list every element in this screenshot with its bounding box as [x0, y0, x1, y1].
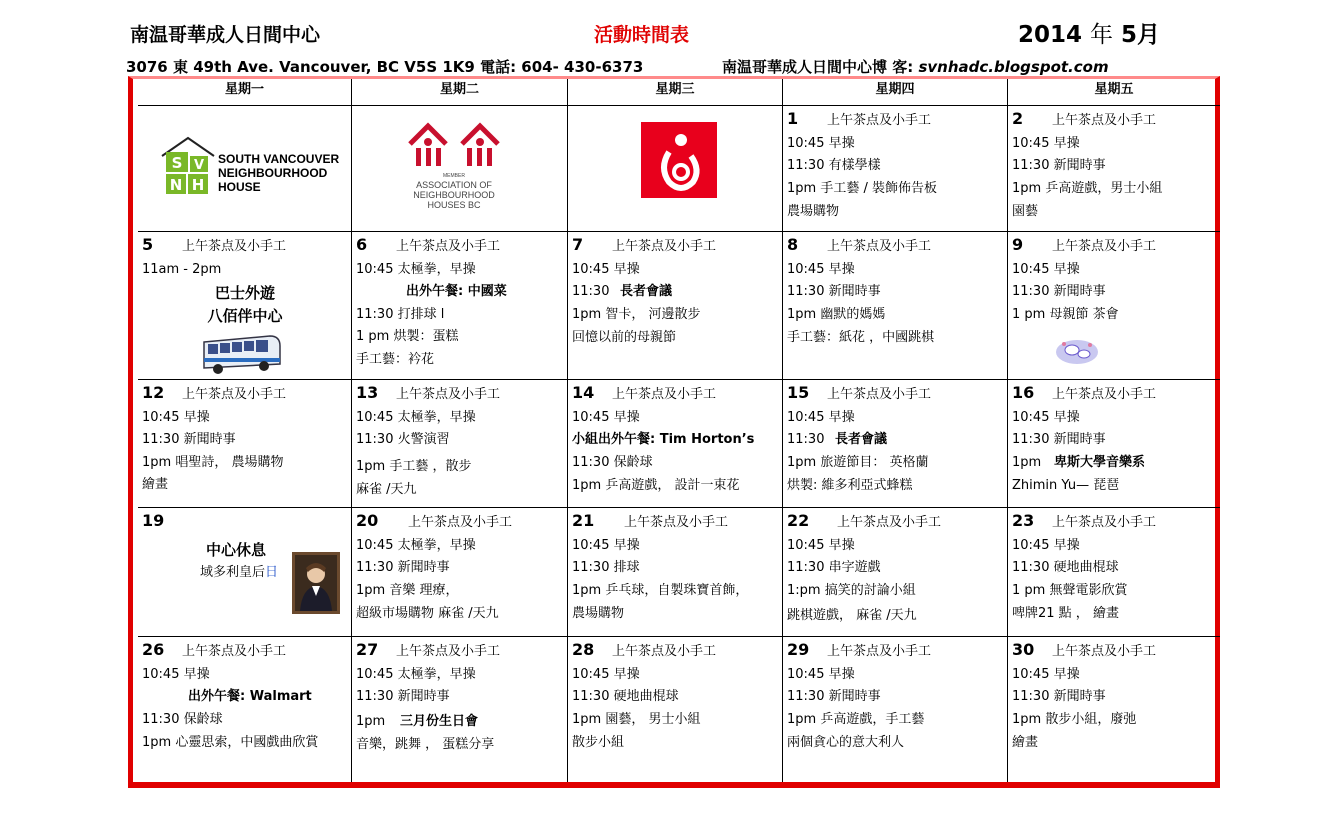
- activity-line: 10:45 早操: [572, 262, 640, 277]
- activity-line: 1pm 唱聖詩， 農場購物: [142, 455, 284, 470]
- day-cell-20: [352, 508, 568, 637]
- day-cell-16: [1008, 380, 1220, 508]
- day-title: 上午茶点及小手工: [837, 515, 942, 530]
- day-number: 26: [142, 640, 165, 659]
- day-number: 8: [787, 235, 799, 254]
- activity-line: 手工藝：衿花: [356, 352, 435, 367]
- day-cell-30: [1008, 637, 1220, 782]
- anh-logo-line3: HOUSES BC: [427, 200, 481, 210]
- logo-cell-anh: [352, 106, 568, 232]
- day-number: 7: [572, 235, 584, 254]
- svnh-logo-line2: NEIGHBOURHOOD: [218, 166, 328, 180]
- activity-line: 11:30 有樣學樣: [787, 158, 881, 173]
- activity-line: 10:45 早操: [787, 262, 855, 277]
- activity-line: 1pm 手工藝 / 裝飾佈告板: [787, 181, 937, 196]
- logo-cell-svnh: [138, 106, 352, 232]
- activity-line: 11:30 硬地曲棍球: [1012, 560, 1119, 575]
- activity-line: Zhimin Yu— 琵琶: [1012, 478, 1120, 493]
- day-title: 上午茶点及小手工: [396, 644, 501, 659]
- weekday-wed: 星期三: [568, 79, 783, 106]
- holiday-name-main: 域多利皇后: [200, 565, 266, 580]
- blog-url[interactable]: svnhadc.blogspot.com: [918, 58, 1109, 76]
- day-title: 上午茶点及小手工: [827, 644, 932, 659]
- svnh-logo-line3: HOUSE: [218, 180, 261, 194]
- svnh-logo-line1: SOUTH VANCOUVER: [218, 152, 340, 166]
- day-cell-1: [783, 106, 1008, 232]
- activity-line: 園藝: [1012, 204, 1039, 219]
- day-number: 21: [572, 511, 595, 530]
- day-number: 15: [787, 383, 810, 402]
- activity-line: 繪畫: [1012, 735, 1039, 750]
- weekday-fri: 星期五: [1008, 79, 1220, 106]
- activity-line: 11:30 新聞時事: [1012, 158, 1106, 173]
- activity-line: 1pm 乒高遊戲，男士小組: [1012, 181, 1163, 196]
- activity-line: 10:45 太極拳，早操: [356, 667, 476, 682]
- holiday-name: [200, 562, 278, 585]
- activity-line: 麻雀 /天九: [356, 482, 417, 497]
- day-title: 上午茶点及小手工: [1052, 515, 1157, 530]
- activity-line: 1pm 乒高遊戲， 設計一束花: [572, 478, 740, 493]
- anh-logo: [404, 122, 514, 222]
- logo-cell-family: [568, 106, 783, 232]
- activity-line: 10:45 早操: [787, 136, 855, 151]
- blog-label: 南温哥華成人日間中心博 客:: [722, 58, 914, 76]
- activity-line: 出外午餐: 中國菜: [406, 284, 507, 299]
- activity-line: 10:45 早操: [1012, 667, 1080, 682]
- anh-logo-small: MEMBER: [443, 173, 465, 179]
- day-title: 上午茶点及小手工: [612, 644, 717, 659]
- activity-line: 11:30 新聞時事: [356, 560, 450, 575]
- family-logo-icon: [641, 122, 717, 198]
- activity-line: 1pm 手工藝 ，散步: [356, 459, 472, 474]
- activity-line: 11:30 新聞時事: [787, 284, 881, 299]
- activity-line: 啤牌21 點 ， 繪畫: [1012, 606, 1119, 621]
- calendar-frame: [128, 76, 1220, 788]
- center-closed-label: 中心休息: [206, 541, 267, 559]
- activity-line: 手工藝：紙花 ，中國跳棋: [787, 330, 935, 345]
- houses-logo-icon: [404, 122, 514, 168]
- activity-line: 10:45 太極拳，早操: [356, 410, 476, 425]
- activity-line: 三月份生日會: [400, 714, 479, 729]
- activity-line: 10:45 早操: [787, 410, 855, 425]
- day-cell-29: [783, 637, 1008, 782]
- activity-line: 10:45 早操: [142, 410, 210, 425]
- day-cell-23: [1008, 508, 1220, 637]
- activity-line: 11:30 串字遊戲: [787, 560, 881, 575]
- svnh-logo: [160, 134, 344, 200]
- day-number: 27: [356, 640, 379, 659]
- tea-party-icon: [1054, 336, 1100, 366]
- activity-line: 10:45 太極拳，早操: [356, 262, 476, 277]
- activity-line: 10:45 早操: [1012, 538, 1080, 553]
- day-cell-6: [352, 232, 568, 380]
- activity-line: 11am - 2pm: [142, 262, 222, 277]
- day-title: 上午茶点及小手工: [1052, 644, 1157, 659]
- activity-line: 1pm 散步小組，廢弛: [1012, 712, 1137, 727]
- activity-line: 11:30 新聞時事: [1012, 284, 1106, 299]
- house-logo-icon: [160, 134, 216, 196]
- address-phone: 3076 東 49th Ave. Vancouver, BC V5S 1K9 電話: 604- 430-6373: [126, 58, 644, 76]
- day-title: 上午茶点及小手工: [827, 239, 932, 254]
- svg-text:V: V: [193, 158, 205, 173]
- blog-line: [722, 56, 1109, 77]
- day-number: 9: [1012, 235, 1024, 254]
- activity-line: 1 pm 無聲電影欣賞: [1012, 583, 1128, 598]
- day-cell-26: [138, 637, 352, 782]
- month-year: [1018, 16, 1160, 49]
- activity-line: 1:pm 搞笑的討論小組: [787, 583, 916, 598]
- activity-line: 長者會議: [620, 284, 673, 299]
- bus-icon: [200, 332, 284, 376]
- day-title: 上午茶点及小手工: [408, 515, 513, 530]
- queen-victoria-portrait-icon: [292, 552, 340, 614]
- day-cell-21: [568, 508, 783, 637]
- day-title: 上午茶点及小手工: [612, 387, 717, 402]
- month: 5月: [1121, 22, 1161, 48]
- activity-line: 散步小組: [572, 735, 625, 750]
- center-name: 南温哥華成人日間中心: [130, 24, 321, 46]
- svg-text:S: S: [171, 154, 183, 172]
- day-number: 13: [356, 383, 379, 402]
- activity-line: 回憶以前的母親節: [572, 330, 677, 345]
- activity-line: 1pm 音樂 理療，: [356, 583, 459, 598]
- holiday-name-day: 日: [265, 565, 279, 580]
- day-cell-22: [783, 508, 1008, 637]
- day-title: 上午茶点及小手工: [182, 644, 287, 659]
- activity-line: 超級市場購物 麻雀 /天九: [356, 606, 499, 621]
- activity-line: 1pm: [356, 714, 386, 729]
- activity-line: 1pm 乒高遊戲，手工藝: [787, 712, 925, 727]
- activity-line: 11:30 新聞時事: [1012, 432, 1106, 447]
- day-number: 28: [572, 640, 595, 659]
- weekday-thu: 星期四: [783, 79, 1008, 106]
- day-title: 上午茶点及小手工: [624, 515, 729, 530]
- day-cell-19: [138, 508, 352, 637]
- year-char: 年: [1090, 22, 1114, 48]
- day-cell-15: [783, 380, 1008, 508]
- activity-line: 11:30: [787, 432, 825, 447]
- day-cell-5: [138, 232, 352, 380]
- svg-text:H: H: [191, 176, 205, 194]
- activity-line: 農場購物: [787, 204, 840, 219]
- day-cell-14: [568, 380, 783, 508]
- day-number: 2: [1012, 109, 1024, 128]
- activity-line: 長者會議: [835, 432, 888, 447]
- activity-line: 10:45 太極拳，早操: [356, 538, 476, 553]
- day-title: 上午茶点及小手工: [827, 113, 932, 128]
- activity-line: 11:30: [572, 284, 610, 299]
- anh-logo-line2: NEIGHBOURHOOD: [413, 190, 495, 200]
- activity-line: 10:45 早操: [572, 410, 640, 425]
- activity-line: 1pm 智卡， 河邊散步: [572, 307, 701, 322]
- schedule-title: 活動時間表: [594, 24, 690, 46]
- activity-line: 11:30 新聞時事: [1012, 689, 1106, 704]
- day-title: 上午茶点及小手工: [827, 387, 932, 402]
- activity-line: 10:45 早操: [572, 667, 640, 682]
- day-cell-2: [1008, 106, 1220, 232]
- activity-line: 小組出外午餐: Tim Horton’s: [572, 432, 755, 447]
- day-number: 1: [787, 109, 799, 128]
- activity-line: 1pm 園藝， 男士小組: [572, 712, 701, 727]
- activity-line: 音樂，跳舞 ， 蛋糕分享: [356, 737, 495, 752]
- activity-line: 10:45 早操: [787, 538, 855, 553]
- activity-line: 1pm 乒乓球，自製珠寶首飾，: [572, 583, 749, 598]
- year: 2014: [1018, 22, 1083, 48]
- activity-line: 10:45 早操: [142, 667, 210, 682]
- activity-line: 10:45 早操: [1012, 136, 1080, 151]
- day-cell-28: [568, 637, 783, 782]
- activity-line: 11:30 新聞時事: [142, 432, 236, 447]
- activity-line: 1pm 心靈思索，中國戲曲欣賞: [142, 735, 319, 750]
- activity-line: 1 pm 烘製：蛋糕: [356, 329, 459, 344]
- activity-line: 11:30 保齡球: [572, 455, 653, 470]
- activity-line: 1pm: [1012, 455, 1042, 470]
- day-number: 30: [1012, 640, 1035, 659]
- activity-line: 農場購物: [572, 606, 625, 621]
- bus-trip-label: 巴士外遊: [214, 284, 275, 302]
- activity-line: 10:45 早操: [787, 667, 855, 682]
- day-title: 上午茶点及小手工: [612, 239, 717, 254]
- weekday-mon: 星期一: [138, 79, 352, 106]
- activity-line: 1pm 幽默的媽媽: [787, 307, 886, 322]
- day-cell-7: [568, 232, 783, 380]
- day-title: 上午茶点及小手工: [182, 387, 287, 402]
- activity-line: 烘製: 維多利亞式蜂糕: [787, 478, 913, 493]
- activity-line: 11:30 保齡球: [142, 712, 223, 727]
- day-number: 14: [572, 383, 595, 402]
- day-cell-13: [352, 380, 568, 508]
- day-cell-9: [1008, 232, 1220, 380]
- anh-logo-line1: ASSOCIATION OF: [416, 180, 492, 190]
- day-title: 上午茶点及小手工: [182, 239, 287, 254]
- weekday-tue: 星期二: [352, 79, 568, 106]
- activity-line: 兩個貪心的意大利人: [787, 735, 905, 750]
- activity-line: 11:30 新聞時事: [787, 689, 881, 704]
- calendar-grid: [138, 79, 1220, 782]
- day-number: 5: [142, 235, 154, 254]
- day-title: 上午茶点及小手工: [396, 387, 501, 402]
- activity-line: 出外午餐: Walmart: [188, 689, 312, 704]
- bus-trip-destination: 八佰伴中心: [207, 307, 283, 325]
- day-number: 23: [1012, 511, 1035, 530]
- day-cell-8: [783, 232, 1008, 380]
- day-number: 16: [1012, 383, 1035, 402]
- activity-line: 卑斯大學音樂系: [1054, 455, 1146, 470]
- activity-line: 11:30 硬地曲棍球: [572, 689, 679, 704]
- day-cell-27: [352, 637, 568, 782]
- activity-line: 繪畫: [142, 477, 169, 492]
- activity-line: 10:45 早操: [1012, 410, 1080, 425]
- day-title: 上午茶点及小手工: [1052, 113, 1157, 128]
- activity-line: 1pm 旅遊節目： 英格蘭: [787, 455, 929, 470]
- day-cell-12: [138, 380, 352, 508]
- day-title: 上午茶点及小手工: [1052, 387, 1157, 402]
- svg-text:N: N: [169, 176, 183, 194]
- activity-line: 10:45 早操: [572, 538, 640, 553]
- activity-line: 10:45 早操: [1012, 262, 1080, 277]
- day-number: 22: [787, 511, 810, 530]
- day-number: 19: [142, 511, 165, 530]
- activity-line: 跳棋遊戲， 麻雀 /天九: [787, 608, 917, 623]
- activity-line: 11:30 排球: [572, 560, 640, 575]
- day-title: 上午茶点及小手工: [1052, 239, 1157, 254]
- activity-line: 11:30 打排球 l: [356, 307, 445, 322]
- day-number: 6: [356, 235, 368, 254]
- day-title: 上午茶点及小手工: [396, 239, 501, 254]
- day-number: 12: [142, 383, 165, 402]
- day-number: 20: [356, 511, 379, 530]
- activity-line: 1 pm 母親節 茶會: [1012, 307, 1119, 322]
- day-number: 29: [787, 640, 810, 659]
- activity-line: 11:30 新聞時事: [356, 689, 450, 704]
- activity-line: 11:30 火警演習: [356, 432, 450, 447]
